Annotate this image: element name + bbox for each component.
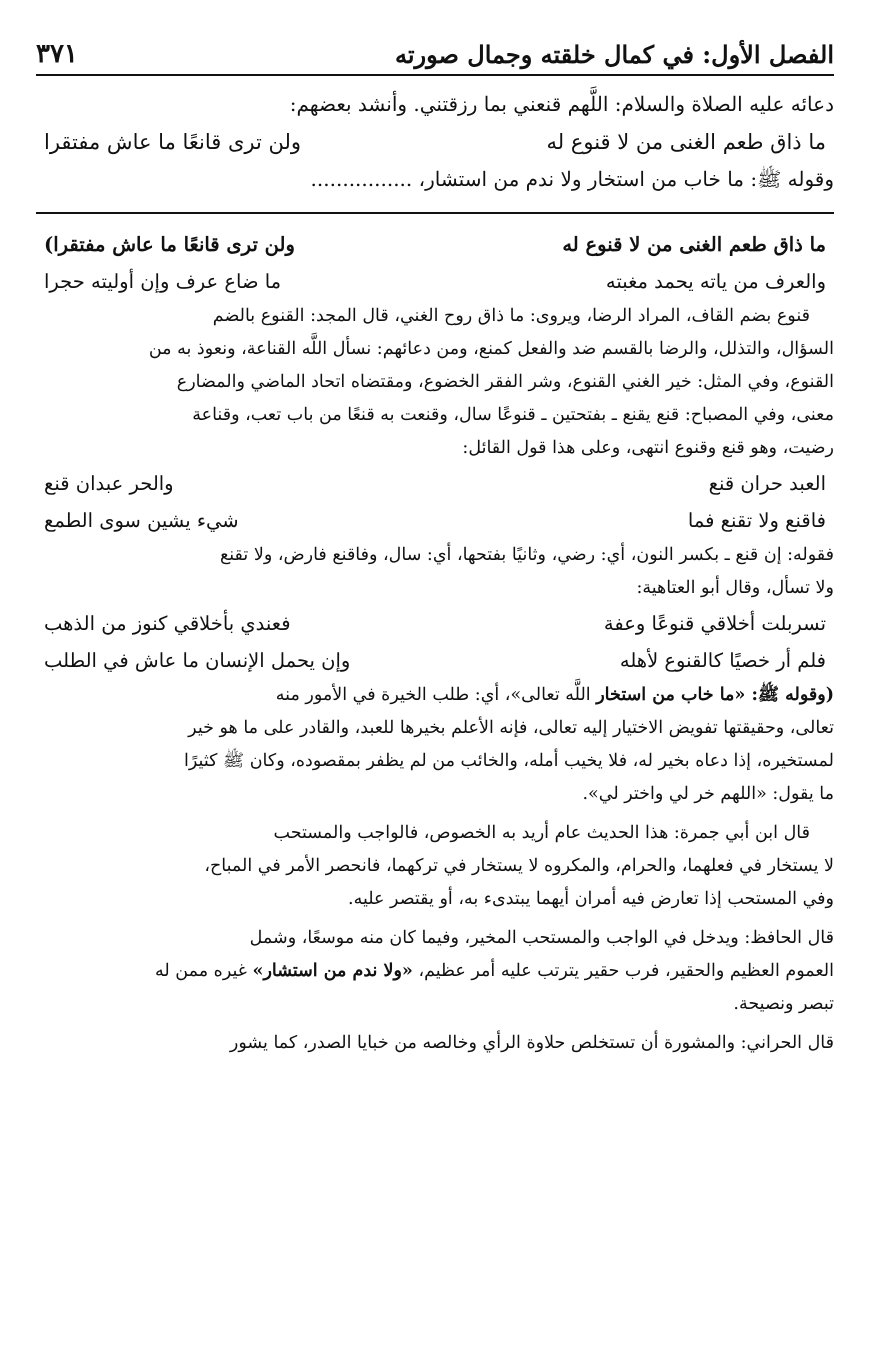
paragraph-line xyxy=(36,679,834,712)
paragraph-line: قال الحراني: والمشورة أن تستخلص حلاوة الرأي وخالصه من خبايا الصدر، كما يشور xyxy=(229,1033,834,1053)
paragraph-line: السؤال، والتذلل، والرضا بالقسم ضد والفعل كمنع، ومن دعائهم: نسأل اللَّه القناعة، ونعوذ به من xyxy=(148,339,834,359)
commentary-verse xyxy=(36,502,834,539)
commentary-verse xyxy=(36,465,834,502)
paragraph-text: اللَّه تعالى»، أي: طلب الخيرة في الأمور منه xyxy=(275,685,597,705)
quoted-hadith: (وقوله ﷺ: «ما خاب من استخار xyxy=(596,685,834,705)
paragraph-line: لمستخيره، إذا دعاه بخير له، فلا يخيب أمله، والخائب من لم يظفر بمقصوده، وكان ﷺ كثيرًا xyxy=(184,751,834,771)
hadith-text xyxy=(36,76,834,198)
page-header xyxy=(36,30,834,76)
verse-second-hemistich: والحر عبدان قنع xyxy=(44,472,174,495)
commentary-verse xyxy=(36,263,834,300)
quoted-hadith: «ولا ندم من استشار» xyxy=(252,961,413,981)
commentary-verse xyxy=(36,226,834,263)
verse-second-hemistich: شيء يشين سوى الطمع xyxy=(44,509,239,532)
section-divider xyxy=(36,212,834,214)
commentary-verse xyxy=(36,605,834,642)
paragraph-line: قال الحافظ: ويدخل في الواجب والمستحب المخير، وفيما كان منه موسعًا، وشمل xyxy=(249,928,834,948)
paragraph-line: تعالى، وحقيقتها تفويض الاختيار إليه تعالى، فإنه الأعلم بخيرها للعبد، والقادر على ما هو خير xyxy=(188,718,834,738)
verse-first-hemistich: والعرف من ياته يحمد مغبته xyxy=(605,270,826,293)
verse-second-hemistich: ولن ترى قانعًا ما عاش مفتقرا xyxy=(44,130,302,154)
verse-second-hemistich: ولن ترى قانعًا ما عاش مفتقرا) xyxy=(44,233,295,256)
verse-first-hemistich: العبد حران قنع xyxy=(708,472,826,495)
paragraph-line: قنوع بضم القاف، المراد الرضا، ويروى: ما ذاق روح الغني، قال المجد: القنوع بالضم xyxy=(212,306,810,326)
paragraph-text: العموم العظيم والحقير، فرب حقير يترتب عليه أمر عظيم، xyxy=(412,961,834,981)
matn-verse xyxy=(36,123,834,161)
paragraph-line: فقوله: إن قنع ـ بكسر النون، أي: رضي، وثانيًا بفتحها، أي: سال، وفاقنع فارض، ولا تقنع xyxy=(219,545,834,565)
commentary-text xyxy=(36,226,834,1060)
paragraph-line xyxy=(36,955,834,988)
paragraph-line: وفي المستحب إذا تعارض فيه أمران أيهما يبتدىء به، أو يقتصر عليه. xyxy=(348,889,834,909)
verse-first-hemistich: ما ذاق طعم الغنى من لا قنوع له xyxy=(562,233,826,256)
paragraph-line: لا يستخار في فعلهما، والحرام، والمكروه لا يستخار في تركهما، فانحصر الأمر في المباح، xyxy=(204,856,834,876)
paragraph-line: القنوع، وفي المثل: خير الغني القنوع، وشر الفقر الخضوع، ومقتضاه اتحاد الماضي والمضارع xyxy=(176,372,834,392)
matn-line: دعائه عليه الصلاة والسلام: اللَّهم قنعني بما رزقتني. وأنشد بعضهم: xyxy=(289,92,834,116)
paragraph-line: تبصر ونصيحة. xyxy=(733,994,834,1014)
running-title: الفصل الأول: في كمال خلقته وجمال صورته xyxy=(394,40,834,70)
verse-second-hemistich: ما ضاع عرف وإن أوليته حجرا xyxy=(44,270,282,293)
paragraph-text: غيره ممن له xyxy=(155,961,253,981)
paragraph-line: معنى، وفي المصباح: قنع يقنع ـ بفتحتين ـ قنوعًا سال، وقنعت به قنعًا من باب تعب، وقناعة xyxy=(192,405,834,425)
page-number: ٣٧١ xyxy=(36,38,78,69)
matn-line: وقوله ﷺ: ما خاب من استخار ولا ندم من استشار، ................ xyxy=(310,167,834,191)
paragraph-line: ولا تسأل، وقال أبو العتاهية: xyxy=(636,578,834,598)
book-page xyxy=(36,30,834,1330)
paragraph-line: رضيت، وهو قنع وقنوع انتهى، وعلى هذا قول القائل: xyxy=(462,438,834,458)
verse-second-hemistich: فعندي بأخلاقي كنوز من الذهب xyxy=(44,612,291,635)
paragraph-line: ما يقول: «اللهم خر لي واختر لي». xyxy=(582,784,834,804)
verse-first-hemistich: ما ذاق طعم الغنى من لا قنوع له xyxy=(546,130,826,154)
paragraph-line: قال ابن أبي جمرة: هذا الحديث عام أريد به الخصوص، فالواجب والمستحب xyxy=(273,823,810,843)
verse-first-hemistich: فاقنع ولا تقنع فما xyxy=(687,509,826,532)
commentary-verse xyxy=(36,642,834,679)
verse-first-hemistich: فلم أر خصيًا كالقنوع لأهله xyxy=(619,649,826,672)
verse-first-hemistich: تسربلت أخلاقي قنوعًا وعفة xyxy=(603,612,826,635)
verse-second-hemistich: وإن يحمل الإنسان ما عاش في الطلب xyxy=(44,649,351,672)
